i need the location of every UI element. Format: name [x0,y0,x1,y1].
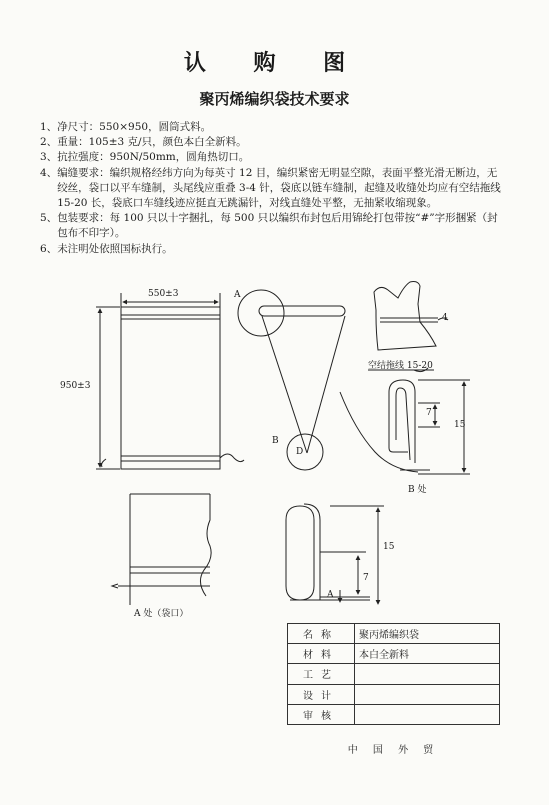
requirement-text: 重量：105±3 克/只，颜色本白全新料。 [57,136,247,149]
requirement-number: 6、 [40,242,58,255]
a-detail2-7-label: 7 [363,573,369,583]
bag-mouth-detail [112,494,211,605]
dim-15-label: 15 [454,420,466,430]
point-b-label: B [272,436,279,446]
footer-org: 中 国 外 贸 [347,745,440,756]
bag-front-view [96,293,244,469]
folded-seam-b [340,380,470,474]
requirement-number: 4、 [40,166,58,179]
requirement-number: 1、 [40,121,58,133]
empty-thread-label: 空结拖线 15-20 [368,361,433,371]
point-d-label: D [296,447,304,457]
fold-seam-a-detail [286,504,384,604]
a-detail2-a-label: A [327,590,334,600]
requirement-number: 3、 [40,151,58,164]
page-subtitle: 聚丙烯编织袋技术要求 [199,90,350,108]
table-value: 聚丙烯编织袋 [355,624,500,644]
requirement-number: 2、 [40,136,58,149]
table-row [288,684,500,704]
table-row [288,704,500,724]
table-value [355,704,500,724]
requirement-text: 未注明处依照国标执行。 [57,242,173,255]
cone-diagram [238,290,345,470]
table-value: 本白全新料 [355,644,500,664]
requirement-text: 包装要求：每 100 只以十字捆扎，每 500 只以编织布封包后用锦纶打包带按“#”字形捆紧（封包布不印字）。 [57,212,498,240]
requirement-text: 抗拉强度：950N/50mm，圆角热切口。 [57,151,250,164]
table-key: 设计 [288,684,355,704]
height-dimension-label: 950±3 [60,381,91,391]
table-value [355,664,500,684]
table-key: 工艺 [288,664,355,684]
table-row [288,624,500,644]
requirement-number: 5、 [40,212,58,225]
dim-7-label: 7 [426,408,432,418]
width-dimension-label: 550±3 [148,289,179,299]
table-key: 审核 [288,704,355,724]
table-row [288,644,500,664]
page-title: 认 购 图 [183,50,366,76]
title-block-table [287,623,500,725]
requirement-text: 净尺寸：550×950，圆筒式料。 [57,121,212,133]
table-key: 名称 [288,624,355,644]
number-4-label: 4 [442,313,448,323]
b-detail-label: B 处 [408,485,427,495]
table-value [355,684,500,704]
point-a-label: A [234,290,241,300]
requirement-text: 编缝要求：编织规格经纬方向为每英寸 12 目，编织紧密无明显空隙，表面平整光滑无断边，无绞丝，袋口以平车缝制，头尾线应重叠 3-4 针，袋底以链车缝制，起缝及收缝处均应有空结拖线 15-20 长，袋底口车缝线迹应挺直无跳漏针，对线直缝处平整，无抽紧收缩现象。 [57,166,501,210]
table-row [288,664,500,684]
a-detail-label: A 处（袋口） [134,609,189,619]
table-key: 材料 [288,644,355,664]
a-detail2-15-label: 15 [383,542,395,552]
